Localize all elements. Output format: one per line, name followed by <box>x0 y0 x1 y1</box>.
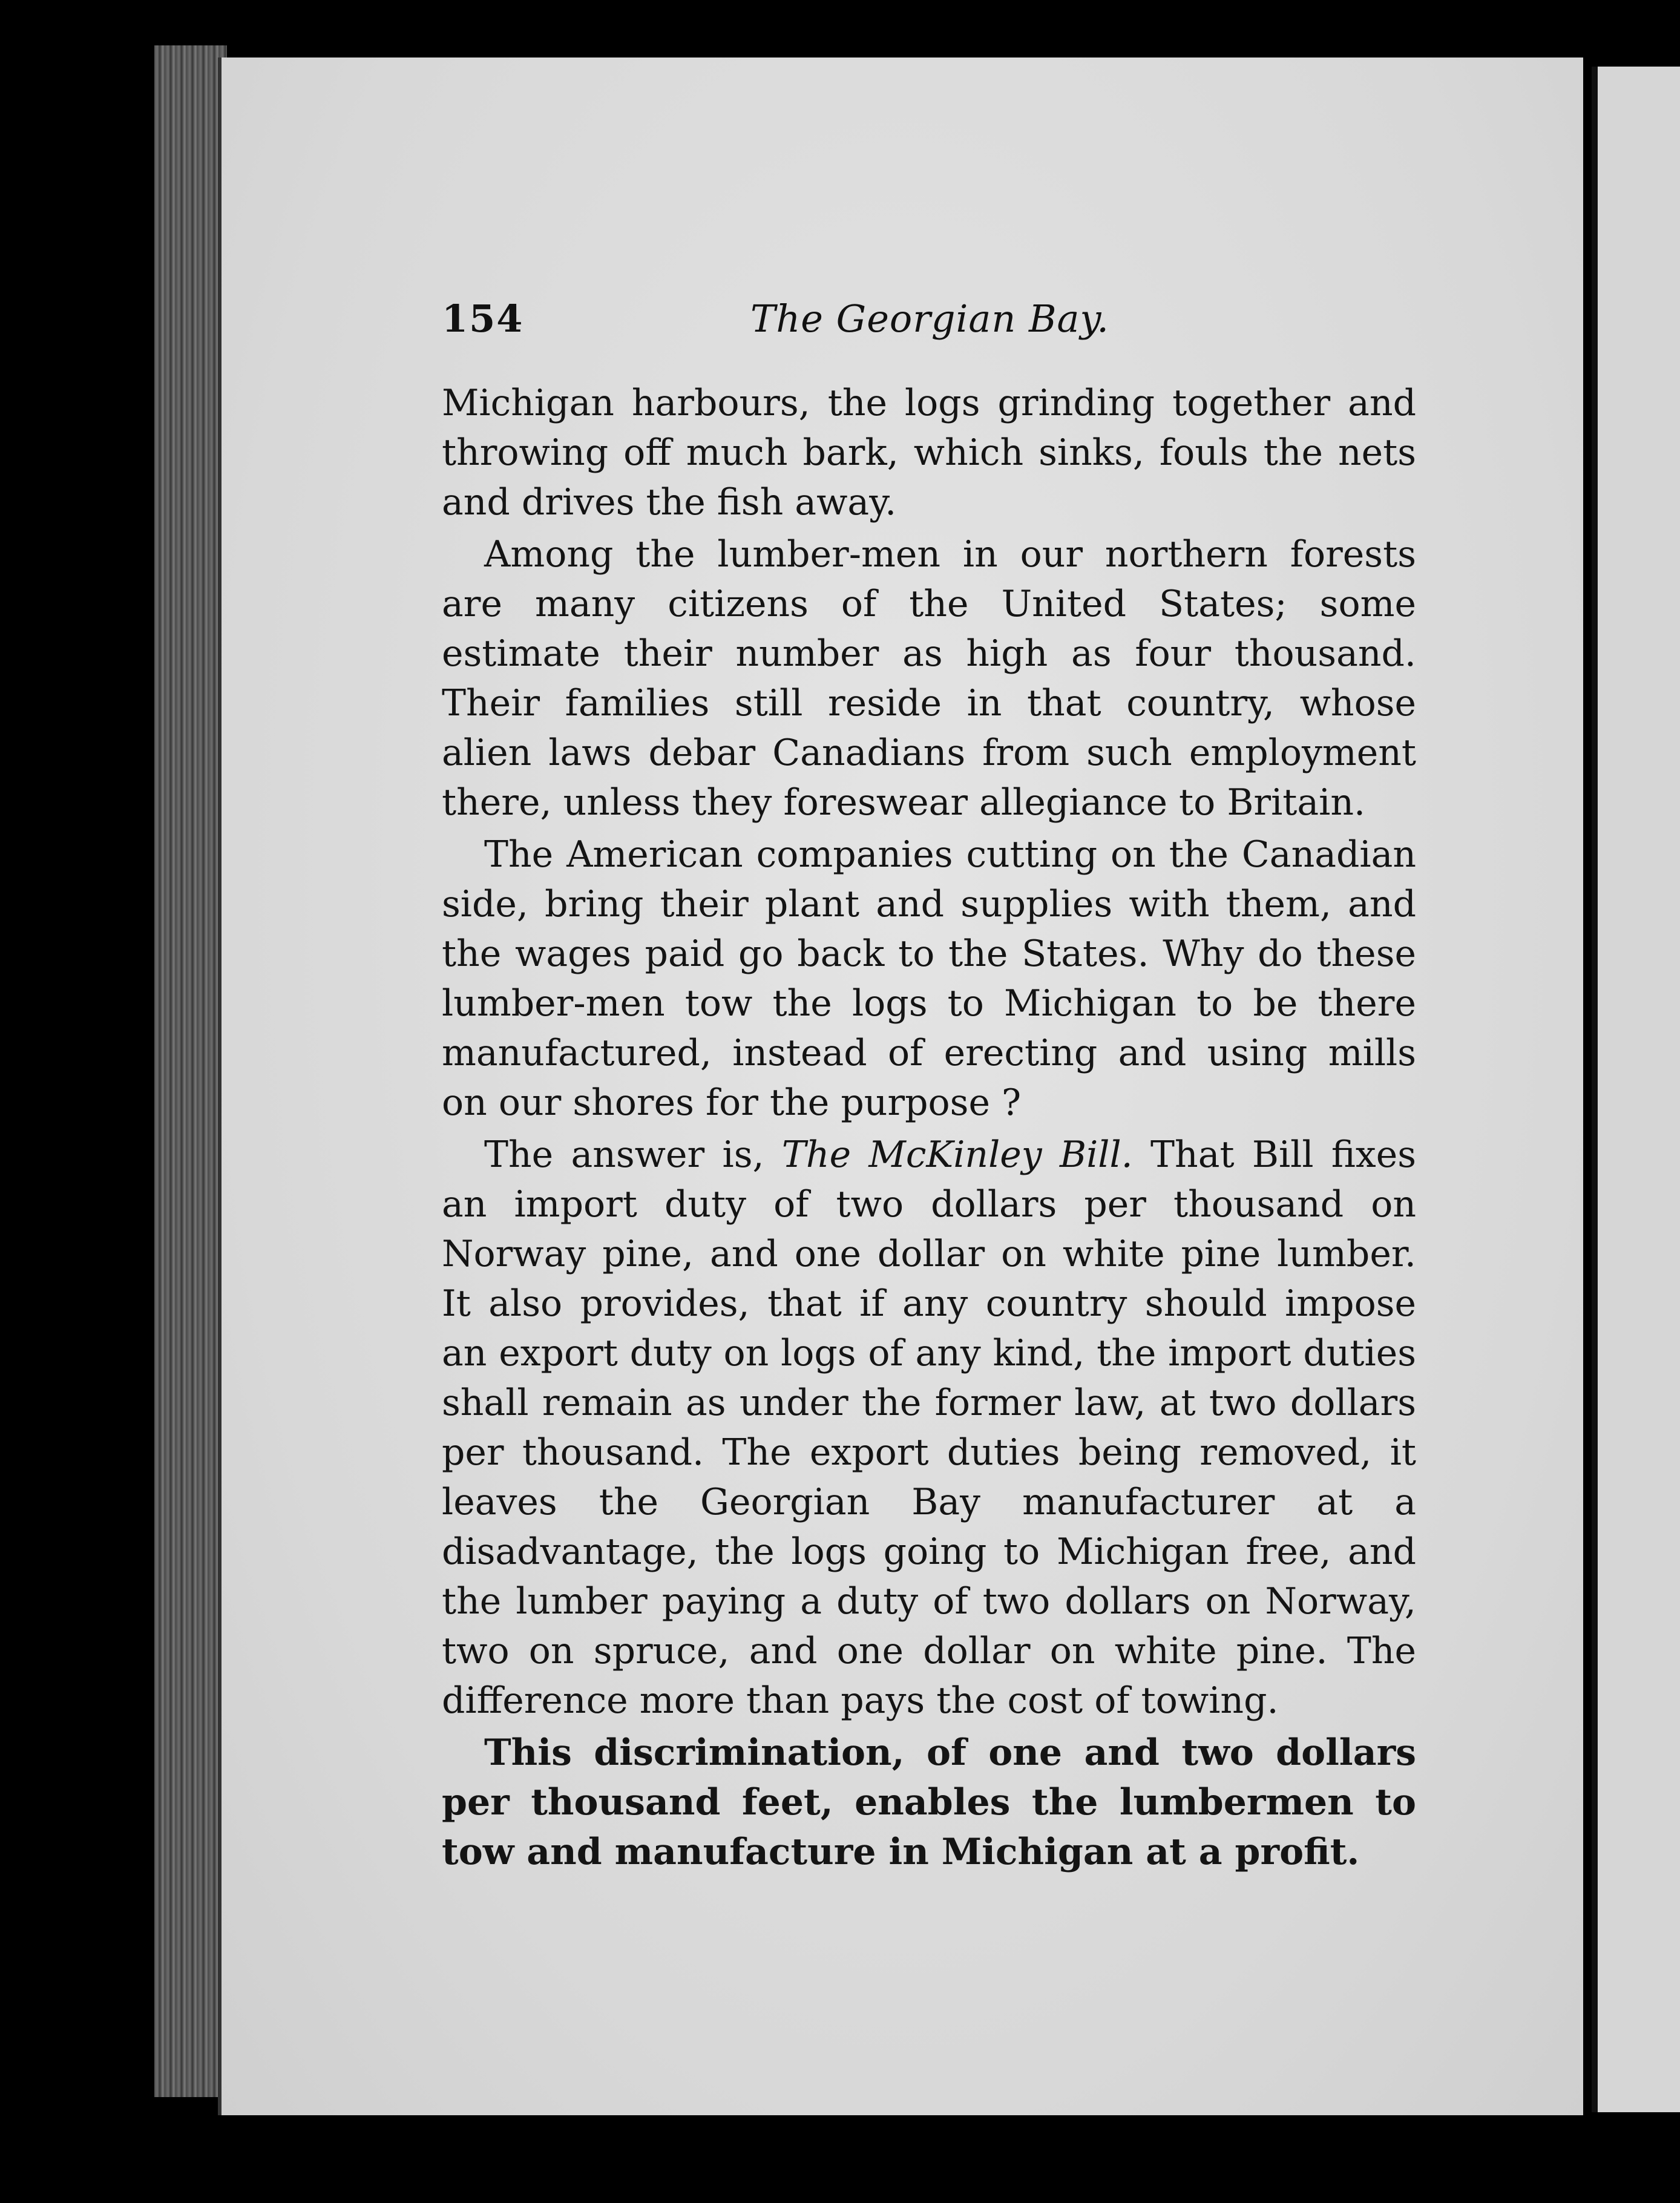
paragraph-5: This discrimination, of one and two dollars per thousand feet, enables the lumbermen to tow and manufacture in Michigan at a profit. <box>442 1732 1416 1873</box>
paragraph-1: Michigan harbours, the logs grinding together and throwing off much bark, which sinks, fouls the nets and drives the fish away. <box>442 382 1416 524</box>
running-head <box>442 297 1398 351</box>
paragraph-4 <box>442 1130 1416 1725</box>
body-text <box>442 378 1416 1879</box>
paragraph-4-rest: That Bill fixes an import duty of two dollars per thousand on Norway pine, and one dollar on white pine lumber. It also provides, that if any country should impose an export duty on logs of any kind, the import duties shall remain as under the former law, at two dollars per thousand. The export duties being removed, it leaves the Georgian Bay manufacturer at a disadvantage, the logs going to Michigan free, and the lumber paying a duty of two dollars on Norway, two on spruce, and one dollar on white pine. The difference more than pays the cost of towing. <box>442 1134 1416 1722</box>
paragraph-4-lead: The answer is, <box>484 1134 782 1176</box>
running-title: The Georgian Bay. <box>750 297 1110 341</box>
facing-page-edge <box>1592 67 1680 2112</box>
paragraph-3: The American companies cutting on the Canadian side, bring their plant and supplies with them, and the wages paid go back to the States. Why do these lumber-men tow the logs to Michigan to be there manufactured, instead of erecting and using mills on our shores for the purpose ? <box>442 833 1416 1124</box>
page-number: 154 <box>442 297 524 341</box>
paragraph-2: Among the lumber-men in our northern forests are many citizens of the United States; some estimate their number as high as four thousand. Their families still reside in that country, whose alien laws debar Canadians from such employment there, unless they foreswear allegiance to Britain. <box>442 533 1416 824</box>
bill-title: The McKinley Bill. <box>781 1134 1133 1176</box>
page-edges <box>154 45 227 2097</box>
